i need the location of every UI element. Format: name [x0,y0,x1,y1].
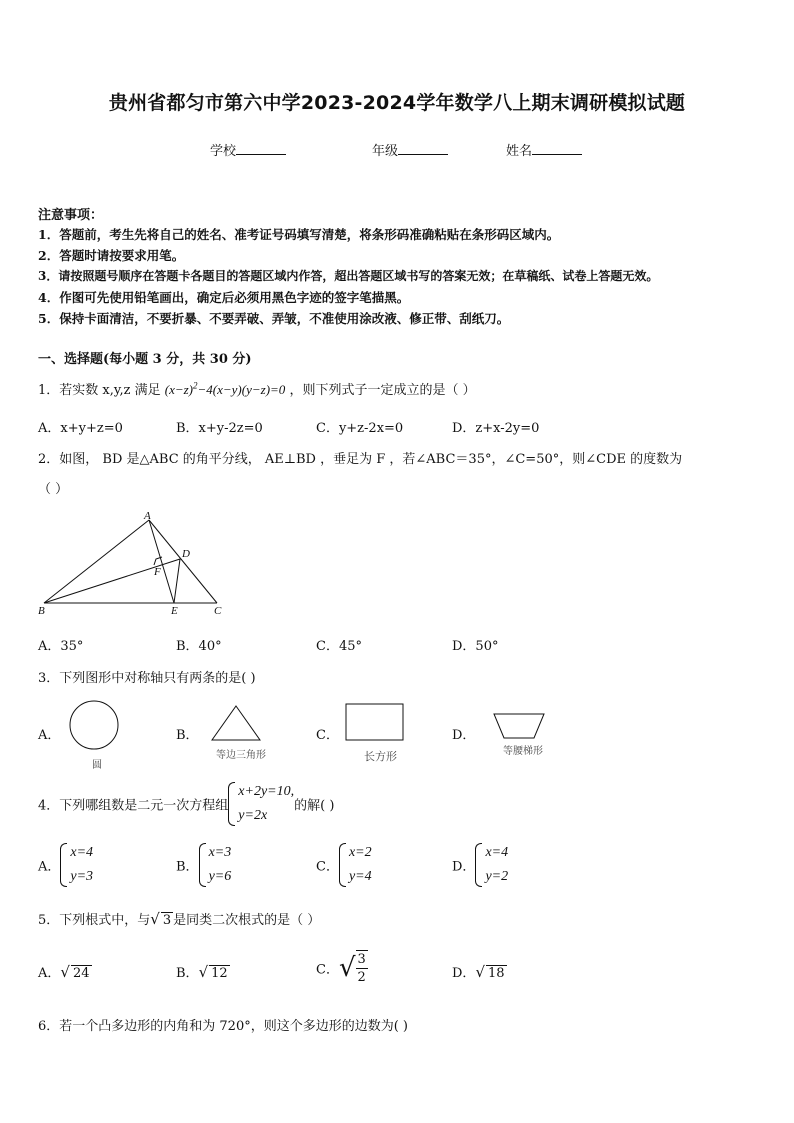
question-1: 1．若实数 x,y,z 满足 $(x-z)^2-4(x-y)(y-z)=0$ ，则下列式子一定成立的是（ ） [38,380,476,398]
q1-option-b[interactable]: B．x+y-2z=0 [176,421,263,436]
question-2: 2．如图， BD 是△ABC 的角平分线， AE⊥BD ，垂足为 F ，若∠ABC＝35°，∠C=50°，则∠CDE 的度数为 [38,452,683,467]
q3-option-c[interactable]: C． [316,728,339,743]
note-item: 1．答题前，考生先将自己的姓名、准考证号码填写清楚，将条形码准确粘贴在条形码区域内。 [38,227,560,242]
q3-option-a[interactable]: A． [38,728,61,743]
question-3: 3．下列图形中对称轴只有两条的是( ) [38,671,256,686]
q2-option-b[interactable]: B．40° [176,639,222,654]
note-item: 4．作图可先使用铅笔画出，确定后必须用黑色字迹的签字笔描黑。 [38,290,410,305]
q2-option-d[interactable]: D．50° [452,639,499,654]
q4-system: x+2y=10, y=2x [228,780,294,828]
q3-option-b[interactable]: B． [176,728,199,743]
q4-option-b[interactable]: B．x=3 y=6 [176,841,231,889]
school-field[interactable]: 学校 [210,140,286,159]
segment-de [174,559,180,603]
notes-heading: 注意事项： [38,208,104,223]
label-b: B [38,605,45,617]
q3-caption-d: 等腰梯形 [503,746,543,757]
name-field[interactable]: 姓名 [506,140,582,159]
q2-option-c[interactable]: C．45° [316,639,362,654]
question-4: 4．下列哪组数是二元一次方程组x+2y=10, y=2x的解( ) [38,780,334,828]
isosceles-trapezoid-shape [492,712,548,742]
q1-option-d[interactable]: D．z+x-2y=0 [452,421,540,436]
q5-option-b[interactable]: B．√ 12 [176,963,228,981]
q1-option-a[interactable]: A．x+y+z=0 [38,421,123,436]
rectangle-shape [344,702,406,742]
side-ab [44,520,149,603]
q1-option-c[interactable]: C．y+z-2x=0 [316,421,404,436]
q2-option-a[interactable]: A．35° [38,639,84,654]
note-item: 2．答题时请按要求用笔。 [38,248,185,263]
page-title: 贵州省都匀市第六中学2023-2024学年数学八上期末调研模拟试题 [108,92,686,114]
q2-paren: （ ） [38,482,69,497]
note-item: 3．请按照题号顺序在答题卡各题目的答题区域内作答，超出答题区域书写的答案无效；在草稿纸、试卷上答题无效。 [38,269,659,283]
grade-field[interactable]: 年级 [372,140,448,159]
q4-option-a[interactable]: A．x=4 y=3 [38,841,93,889]
q1-equation: $(x-z)^2-4(x-y)(y-z)=0$ [164,380,286,397]
q4-option-c[interactable]: C．x=2 y=4 [316,841,372,889]
segment-ae [149,520,174,603]
section-heading: 一、选择题(每小题 3 分，共 30 分) [38,352,252,367]
q4-option-d[interactable]: D．x=4 y=2 [452,841,508,889]
label-f: F [154,566,161,578]
q5-option-a[interactable]: A．√ 24 [38,963,90,981]
question-6: 6．若一个凸多边形的内角和为 720°，则这个多边形的边数为( ) [38,1019,408,1034]
label-a: A [144,510,151,522]
question-5: 5．下列根式中，与√ 3 是同类二次根式的是（ ） [38,910,321,928]
q3-option-d[interactable]: D． [452,728,476,743]
label-e: E [171,605,178,617]
q2-triangle-figure [30,508,240,620]
equilateral-triangle-shape [209,704,265,744]
label-d: D [182,548,190,560]
q5-option-c[interactable]: C．√ $\frac{3}{2}$ [316,952,366,985]
q5-option-d[interactable]: D．√ 18 [452,963,505,981]
q3-caption-b: 等边三角形 [216,750,266,761]
label-c: C [214,605,222,617]
note-item: 5．保持卡面清洁，不要折暴、不要弄破、弄皱，不准使用涂改液、修正带、刮纸刀。 [38,311,510,326]
circle-shape [66,698,122,754]
side-ac [149,520,217,603]
q3-caption-c: 长方形 [364,750,397,763]
q3-caption-a: 圆 [92,760,102,771]
